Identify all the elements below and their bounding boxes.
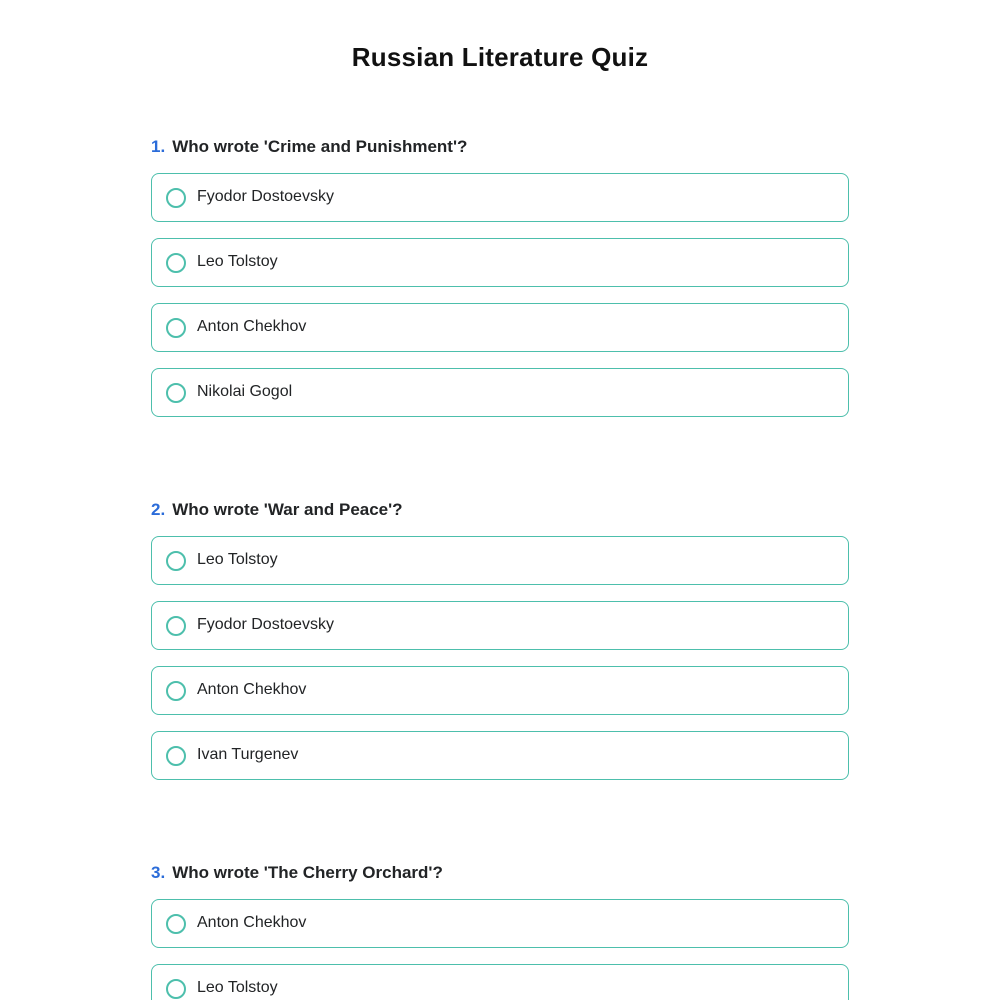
question-heading: [151, 500, 849, 520]
page-title: Russian Literature Quiz: [351, 42, 649, 72]
radio-button-icon[interactable]: [166, 253, 186, 273]
answer-option[interactable]: [151, 731, 849, 780]
answer-option[interactable]: [151, 964, 849, 1000]
answer-option[interactable]: [151, 238, 849, 287]
answer-option-label: Leo Tolstoy: [197, 253, 278, 270]
answer-option-label: Anton Chekhov: [197, 318, 307, 335]
answer-option[interactable]: [151, 536, 849, 585]
radio-button-icon[interactable]: [166, 979, 186, 999]
question-number: 2.: [151, 500, 166, 519]
answer-option-label: Leo Tolstoy: [197, 551, 278, 568]
answer-option-label: Anton Chekhov: [197, 681, 307, 698]
radio-button-icon[interactable]: [166, 616, 186, 636]
answer-option-label: Fyodor Dostoevsky: [197, 616, 334, 633]
options-list: [151, 536, 849, 780]
radio-button-icon[interactable]: [166, 746, 186, 766]
answer-option-label: Leo Tolstoy: [197, 979, 278, 996]
radio-button-icon[interactable]: [166, 318, 186, 338]
answer-option-label: Fyodor Dostoevsky: [197, 188, 334, 205]
answer-option[interactable]: [151, 303, 849, 352]
question-text: Who wrote 'The Cherry Orchard'?: [172, 863, 443, 882]
answer-option[interactable]: [151, 368, 849, 417]
options-list: [151, 899, 849, 1000]
radio-button-icon[interactable]: [166, 914, 186, 934]
answer-option-label: Nikolai Gogol: [197, 383, 293, 400]
radio-button-icon[interactable]: [166, 551, 186, 571]
question-block-3: [151, 863, 849, 1000]
question-block-2: [151, 500, 849, 780]
options-list: [151, 173, 849, 417]
answer-option[interactable]: [151, 601, 849, 650]
question-heading: [151, 863, 849, 883]
answer-option[interactable]: [151, 666, 849, 715]
question-number: 1.: [151, 137, 166, 156]
question-text: Who wrote 'Crime and Punishment'?: [172, 137, 468, 156]
radio-button-icon[interactable]: [166, 681, 186, 701]
answer-option-label: Ivan Turgenev: [197, 746, 299, 763]
quiz-container: [151, 73, 849, 1000]
answer-option[interactable]: [151, 899, 849, 948]
question-block-1: [151, 137, 849, 417]
answer-option-label: Anton Chekhov: [197, 914, 307, 931]
question-heading: [151, 137, 849, 157]
question-text: Who wrote 'War and Peace'?: [172, 500, 403, 519]
answer-option[interactable]: [151, 173, 849, 222]
radio-button-icon[interactable]: [166, 383, 186, 403]
radio-button-icon[interactable]: [166, 188, 186, 208]
question-number: 3.: [151, 863, 166, 882]
